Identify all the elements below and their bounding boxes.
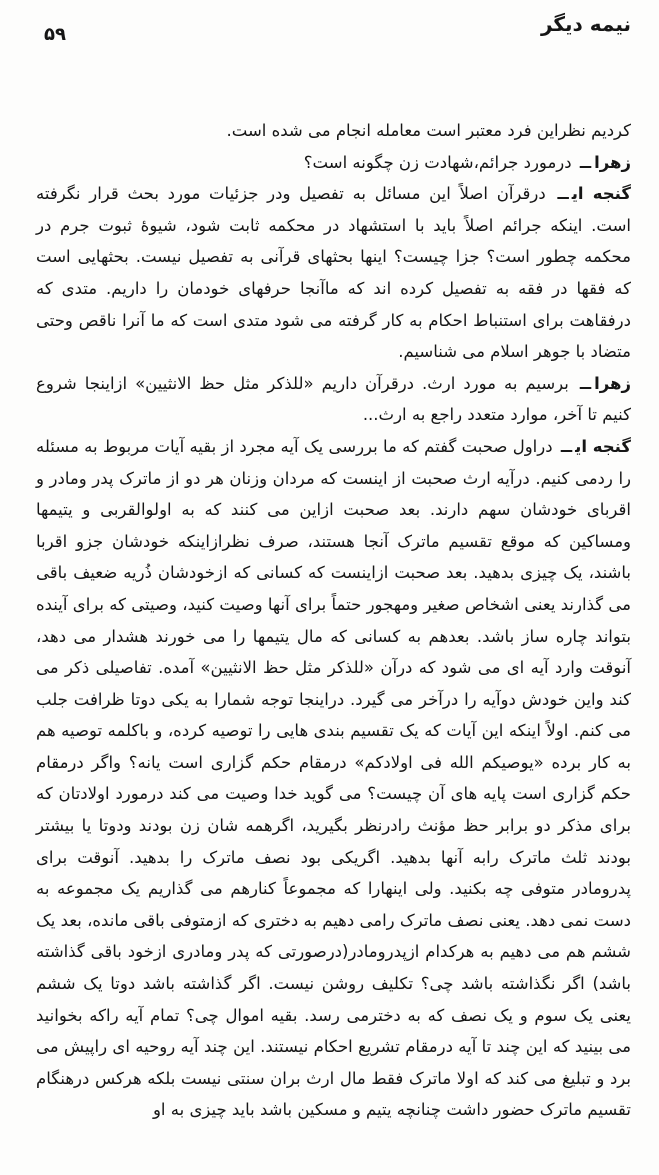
speaker-dash: ــ [579,373,592,393]
speaker-name: گنجه ای [575,436,632,456]
paragraph-text: درقرآن اصلاً این مسائل به تفصیل ودر جزئیات مورد بحث قرار نگرفته است. اینکه جرائم اصلاً باید با استشهاد در محکمه ثابت شود، شیوهٔ ثبوت جرم در محکمه چطور است؟ جزا چیست؟ اینها بحثهای قرآنی به تفصیل نیست. بحثهایی است که فقها در فقه به تفصیل کرده اند که ماآنجا حرفهای خودمان را داریم. متدی که درفقاهت برای استنباط احکام به کار گرفته می شود متدی است که ما آنرا ناقص وحتی متضاد با جوهر اسلام می شناسیم. [36,184,631,362]
speaker-dash: ــ [560,436,573,456]
paragraph-text: برسیم به مورد ارث. درقرآن داریم «للذکر مثل حظ الانثیین» ازاینجا شروع کنیم تا آخر، موارد متعدد راجع به ارث... [36,373,631,425]
speaker-name: زهرا [594,373,631,393]
paragraph-continuation [36,115,631,147]
speaker-dash: ــ [557,184,569,204]
speaker-name: زهرا [594,152,631,172]
page-number: ۵۹ [44,24,66,45]
paragraph-text: درمورد جرائم،شهادت زن چگونه است؟ [303,152,572,172]
speaker-name: گنجه ای [571,184,632,204]
paragraph-zahra-1 [36,147,631,179]
speaker-dash: ــ [579,152,592,172]
paragraph-ganjehei-2 [36,431,631,1126]
paragraph-text: دراول صحبت گفتم که ما بررسی یک آیه مجرد از بقیه آیات مربوط به مسئله را ردمی کنیم. درآیه ارث صحبت از اینست که مردان وزنان هر دو از ماترک پدر ومادر و اقربای خودشان سهم دارند. بعد صحبت ازاین می کنند که به اولوالقربی و یتیمها ومساکین که موقع تقسیم ماترک آنجا هستند، صرف نظرازاینکه خودشان جزو اقربا باشند، یک چیزی بدهید. بعد صحبت ازاینست که کسانی که ازخودشان ذُریه ضعیف باقی می گذارند یعنی اشخاص صغیر ومهجور حتماً برای آنها وصیت کنید، وصیتی که برای آینده بتواند چاره ساز باشد. بعدهم به کسانی که مال یتیمها را می خورند هشدار می دهد، آنوقت وارد آیه ای می شود که درآن «للذکر مثل حظ الانثیین» آمده. تفاصیلی ذکر می کند واین خودش دوآیه را درآخر می گیرد. دراینجا توجه شمارا به یکی دوتا ظرافت جلب می کنم. اولاً اینکه این آیات که یک تقسیم بندی هایی را توصیه کرده، و باکلمه توصیه هم به کار برده «یوصیکم الله فی اولادکم» درمقام حکم گزاری است یانه؟ واگر درمقام حکم گزاری است پایه های آن چیست؟ می گوید خدا وصیت می کند درمورد اولادتان که برای مذکر دو برابر حظ مؤنث رادرنظر بگیرید، اگرهمه شان زن بودند ودوتا یا بیشتر بودند ثلث ماترک رابه آنها بدهید. اگریکی بود نصف ماترک را بدهید. آنوقت برای پدرومادر متوفی چه بکنید. ولی اینهارا که مجموعاً کنارهم می گذاریم یک مجموعه به دست نمی دهد. یعنی نصف ماترک رامی دهیم به دختری که ازمتوفی باقی مانده، بعد یک ششم هم می دهیم به هرکدام ازپدرومادر(درصورتی که پدر ومادری ازخود باقی گذاشته باشد) اگر نگذاشته باشد چی؟ تکلیف روشن نیست. اگر گذاشته باشد دوتا یک ششم یعنی یک سوم و یک نصف که به دخترمی رسد. بقیه اموال چی؟ تمام آیه راکه بخوانید می بینید که این چند تا آیه درمقام تشریع احکام نیستند. این چند آیه روحیه ای راپیش می برد و تبلیغ می کند که اولا ماترک فقط مال ارث بران سنتی نیست بلکه هرکس درهنگام تقسیم ماترک حضور داشت چنانچه یتیم و مسکین باشد باید چیزی به او [36,436,631,1120]
paragraph-text: کردیم نظراین فرد معتبر است معامله انجام می شده است. [226,121,631,140]
paragraph-ganjehei-1 [36,178,631,368]
body-text [0,115,659,1126]
page-header [0,0,659,45]
book-title: نیمه دیگر [540,12,631,36]
paragraph-zahra-2 [36,368,631,431]
